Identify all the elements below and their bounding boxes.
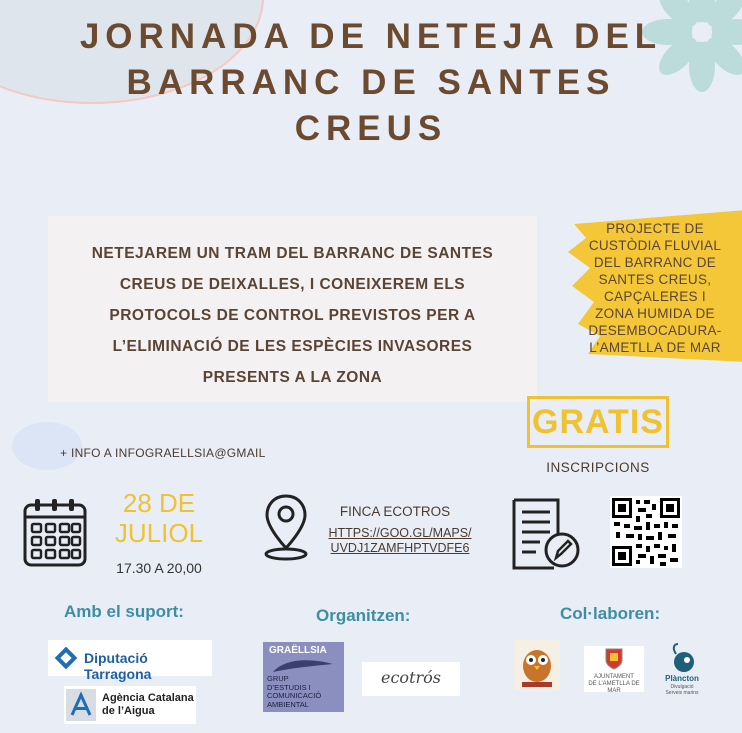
- graellsia-line: GRUP: [267, 674, 289, 683]
- project-line: ZONA HUMIDA DE: [595, 306, 715, 321]
- description-line: L’ELIMINACIÓ DE LES ESPÈCIES INVASORES: [112, 338, 473, 355]
- diputacio-name: Diputació Tarragona: [84, 650, 152, 682]
- ajuntament-line: AJUNTAMENT: [594, 674, 634, 680]
- location-name: FINCA ECOTROS: [339, 504, 451, 519]
- description-line: PRESENTS A LA ZONA: [202, 369, 383, 386]
- title-line: BARRANC DE SANTES: [126, 63, 616, 102]
- project-line: L’AMETLLA DE MAR: [589, 340, 721, 355]
- registration-form-icon: [508, 496, 584, 572]
- event-date: [104, 488, 214, 548]
- plankton-icon: [666, 642, 698, 674]
- project-line: SANTES CREUS,: [598, 272, 712, 287]
- organizers-heading: Organitzen:: [316, 606, 411, 625]
- event-hours: 17.30 A 20,00: [116, 560, 202, 576]
- plancton-line: Divulgació: [670, 684, 694, 690]
- diputacio-logo: [48, 640, 212, 682]
- owl-icon: [514, 640, 560, 690]
- inscripcions-label: INSCRIPCIONS: [546, 460, 650, 475]
- maps-link[interactable]: HTTPS://GOO.GL/MAPS/UVDJ1ZAMFHPTVDFE6: [328, 526, 472, 555]
- project-line: PROJECTE DE: [606, 221, 704, 236]
- page-title: [40, 14, 702, 152]
- graellsia-subtitle: [267, 675, 321, 709]
- graellsia-line: COMUNICACIÓ: [267, 691, 322, 700]
- graellsia-line: D’ESTUDIS I: [267, 682, 311, 692]
- title-line: JORNADA DE NETEJA DEL: [79, 17, 663, 56]
- aca-name: [102, 692, 194, 718]
- graellsia-line: AMBIENTAL: [267, 699, 309, 709]
- date-day: 28 DE: [122, 488, 196, 518]
- qr-code[interactable]: [610, 496, 682, 568]
- project-line: CUSTÒDIA FLUVIAL: [588, 238, 722, 253]
- coat-of-arms-icon: [605, 648, 623, 670]
- diputacio-emblem-icon: [52, 644, 80, 672]
- ajuntament-logo: [584, 646, 644, 692]
- plancton-line: Serveis marins: [665, 690, 699, 696]
- collaborators-heading: Col·laboren:: [560, 604, 661, 623]
- plancton-subtitle: [658, 684, 706, 696]
- project-line: DEL BARRANC DE: [593, 255, 717, 270]
- plancton-name: Plàncton: [665, 674, 699, 683]
- aca-name-line: Agència Catalana: [102, 692, 194, 704]
- calendar-icon: [22, 497, 88, 569]
- date-month: JULIOL: [114, 518, 204, 548]
- info-email: + INFO A INFOGRAELLSIA@GMAIL: [60, 446, 266, 460]
- project-line: DESEMBOCADURA-: [588, 323, 722, 338]
- project-line: CAPÇALERES I: [604, 289, 706, 304]
- ecotros-name: ecotrós: [381, 668, 441, 687]
- project-description: [572, 220, 738, 356]
- aca-name-line: de l’Aigua: [102, 705, 155, 717]
- aca-emblem-icon: [66, 689, 96, 721]
- gratis-badge: GRATIS: [527, 396, 669, 448]
- location-pin-icon: [262, 492, 310, 562]
- owl-logo: [514, 640, 560, 690]
- butterfly-wing-icon: [271, 658, 335, 674]
- title-line: CREUS: [294, 109, 448, 148]
- ajuntament-name: [584, 674, 644, 695]
- description-box: [48, 216, 537, 402]
- graellsia-logo: [263, 642, 344, 712]
- support-heading: Amb el suport:: [64, 602, 184, 621]
- description-line: NETEJAREM UN TRAM DEL BARRANC DE SANTES: [91, 245, 494, 262]
- ajuntament-line: DE L’AMETLLA DE MAR: [588, 681, 640, 694]
- plancton-logo: [662, 642, 702, 698]
- description-line: PROTOCOLS DE CONTROL PREVISTOS PER A: [109, 307, 476, 324]
- description-line: CREUS DE DEIXALLES, I CONEIXEREM ELS: [119, 276, 466, 293]
- aca-logo: [64, 686, 196, 724]
- ecotros-logo: [362, 662, 460, 696]
- graellsia-name: GRAËLLSIA: [269, 645, 327, 656]
